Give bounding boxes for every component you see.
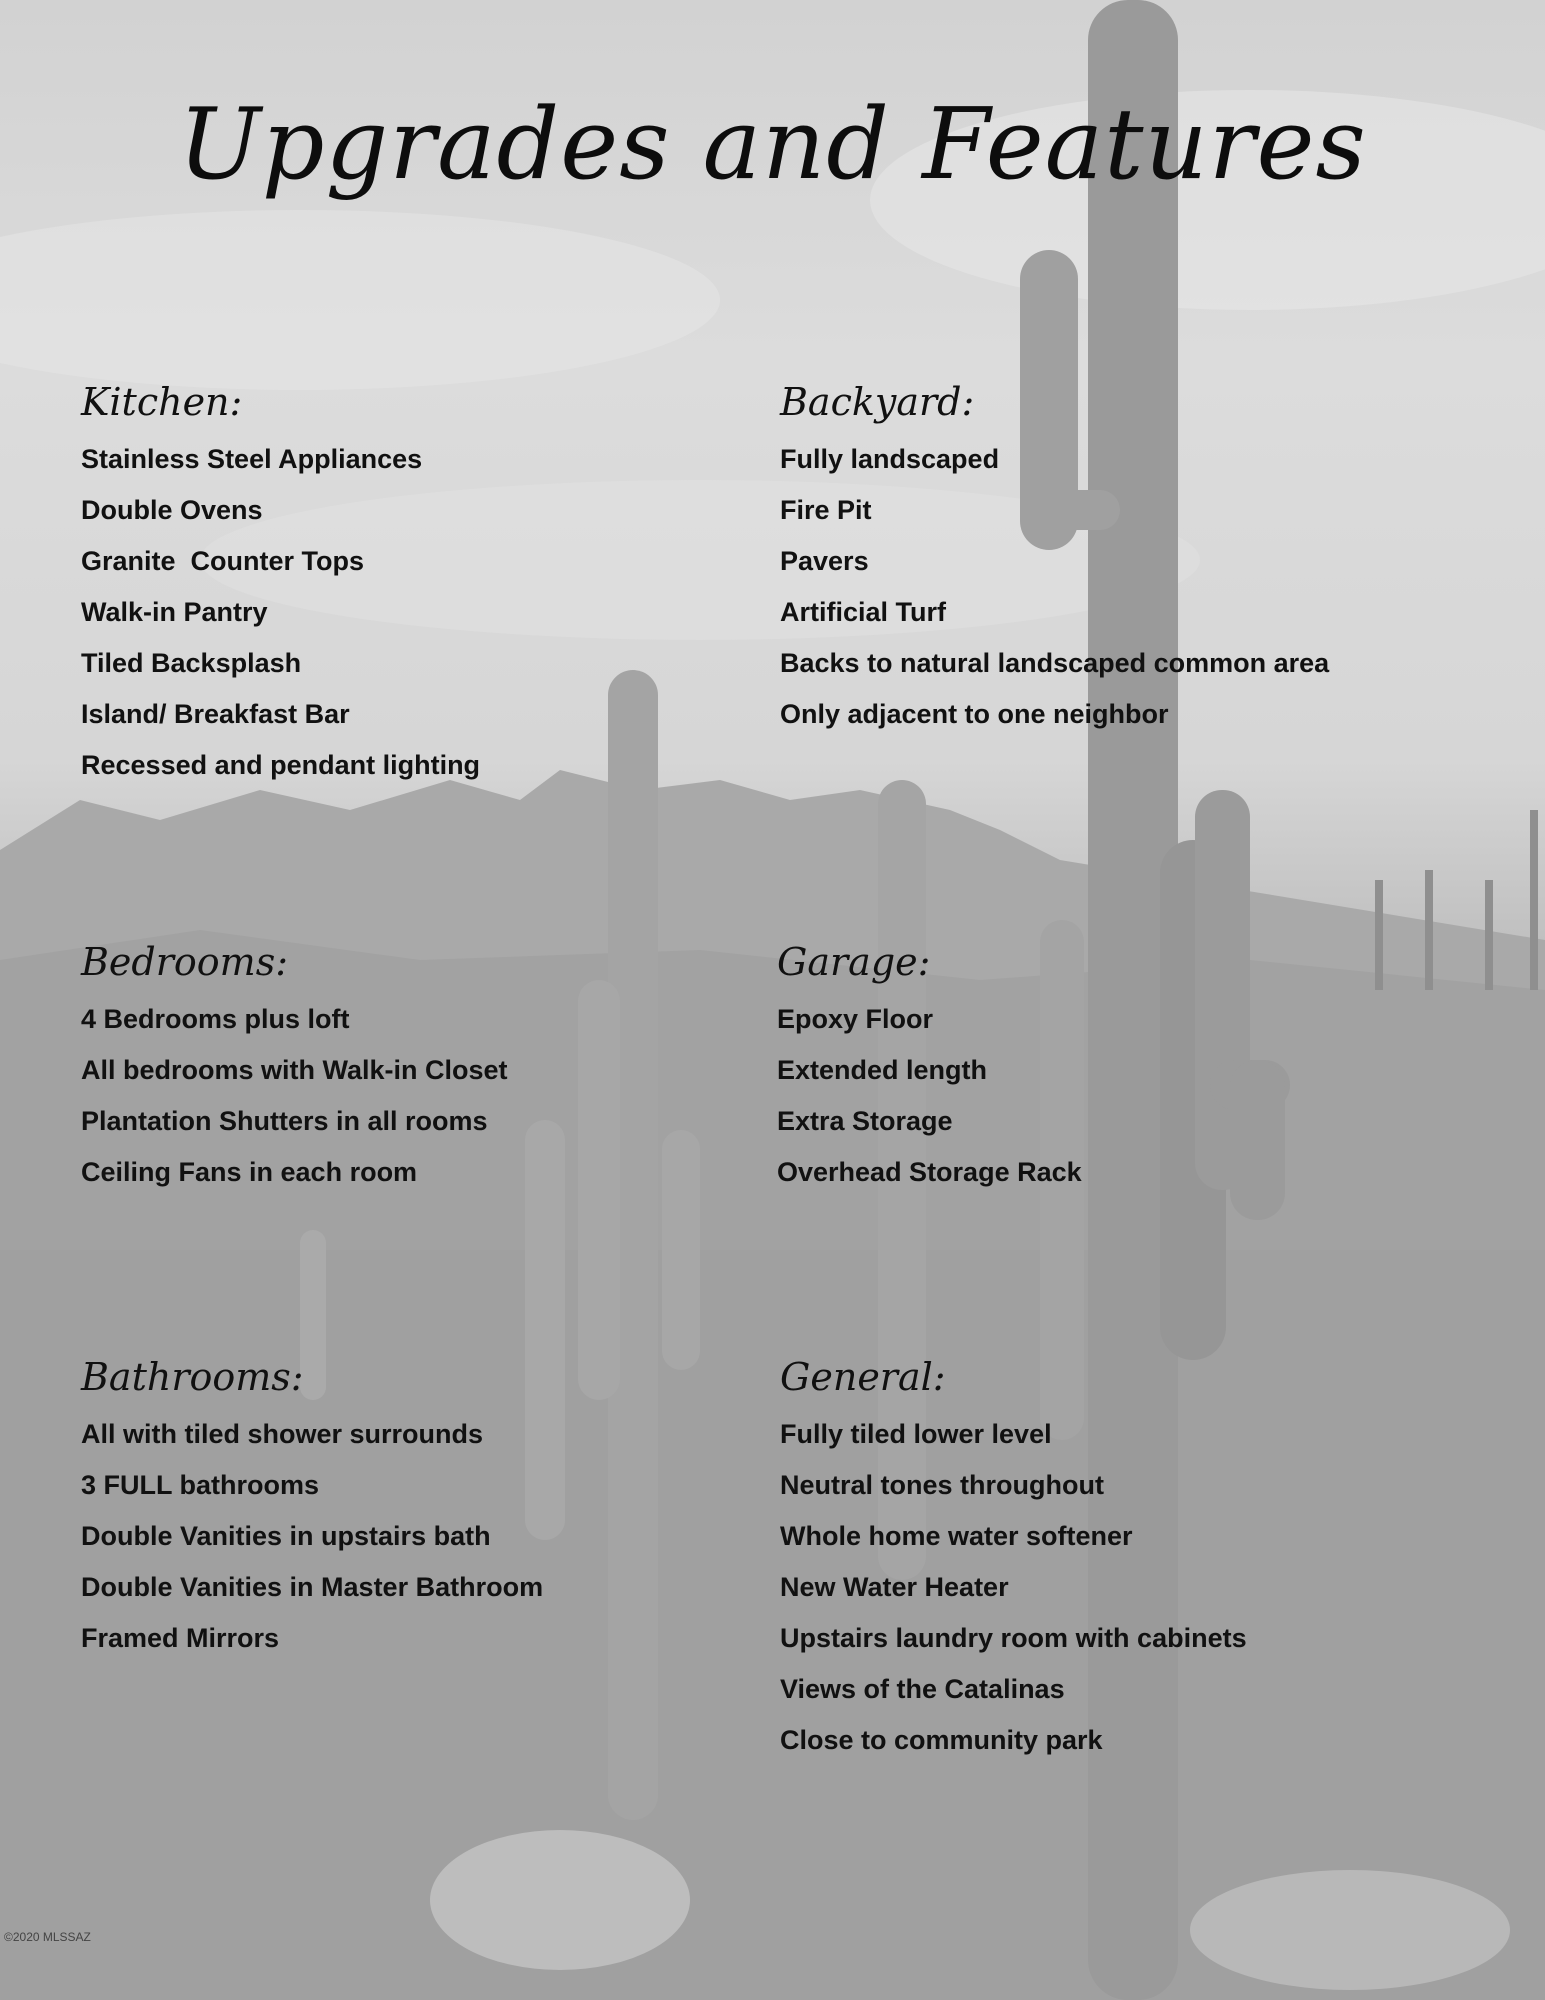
list-item: Double Vanities in Master Bathroom xyxy=(81,1572,544,1602)
list-item: All with tiled shower surrounds xyxy=(81,1419,484,1449)
list-item: Epoxy Floor xyxy=(777,1004,934,1034)
list-item: Artificial Turf xyxy=(780,597,947,627)
list-item: Granite Counter Tops xyxy=(81,546,365,576)
list-item: 4 Bedrooms plus loft xyxy=(81,1004,350,1034)
page-title: Upgrades and Features xyxy=(178,88,1367,202)
list-item: Extended length xyxy=(777,1055,988,1085)
list-item: Pavers xyxy=(780,546,869,576)
list-item: Backs to natural landscaped common area xyxy=(780,648,1330,678)
section-heading-garage: Garage: xyxy=(777,940,931,984)
section-bedrooms xyxy=(81,940,508,1198)
copyright-notice: ©2020 MLSSAZ xyxy=(4,1930,91,1944)
list-item: Extra Storage xyxy=(777,1106,953,1136)
section-heading-bedrooms: Bedrooms: xyxy=(81,940,288,984)
list-item: Fire Pit xyxy=(780,495,872,525)
list-item: Views of the Catalinas xyxy=(780,1674,1065,1704)
list-item: Close to community park xyxy=(780,1725,1103,1755)
list-item: 3 FULL bathrooms xyxy=(81,1470,320,1500)
list-item: Upstairs laundry room with cabinets xyxy=(780,1623,1247,1653)
section-general xyxy=(780,1355,1247,1766)
list-item: New Water Heater xyxy=(780,1572,1009,1602)
section-heading-general: General: xyxy=(780,1355,946,1399)
list-item: Fully landscaped xyxy=(780,444,1000,474)
section-heading-kitchen: Kitchen: xyxy=(81,380,243,424)
list-item: Island/ Breakfast Bar xyxy=(81,699,350,729)
list-item: Framed Mirrors xyxy=(81,1623,280,1653)
list-item: Stainless Steel Appliances xyxy=(81,444,423,474)
section-bathrooms xyxy=(81,1355,543,1664)
list-item: Recessed and pendant lighting xyxy=(81,750,481,780)
list-item: Walk-in Pantry xyxy=(81,597,268,627)
list-item: Only adjacent to one neighbor xyxy=(780,699,1169,729)
list-item: Whole home water softener xyxy=(780,1521,1133,1551)
list-item: Overhead Storage Rack xyxy=(777,1157,1082,1187)
list-item: All bedrooms with Walk-in Closet xyxy=(81,1055,508,1085)
section-heading-bathrooms: Bathrooms: xyxy=(81,1355,304,1399)
section-kitchen xyxy=(81,380,480,791)
list-item: Fully tiled lower level xyxy=(780,1419,1052,1449)
list-item: Double Vanities in upstairs bath xyxy=(81,1521,491,1551)
list-item: Plantation Shutters in all rooms xyxy=(81,1106,488,1136)
section-garage xyxy=(777,940,1082,1198)
section-backyard xyxy=(780,380,1329,740)
list-item: Neutral tones throughout xyxy=(780,1470,1104,1500)
list-item: Double Ovens xyxy=(81,495,263,525)
list-item: Tiled Backsplash xyxy=(81,648,302,678)
section-heading-backyard: Backyard: xyxy=(780,380,975,424)
list-item: Ceiling Fans in each room xyxy=(81,1157,418,1187)
